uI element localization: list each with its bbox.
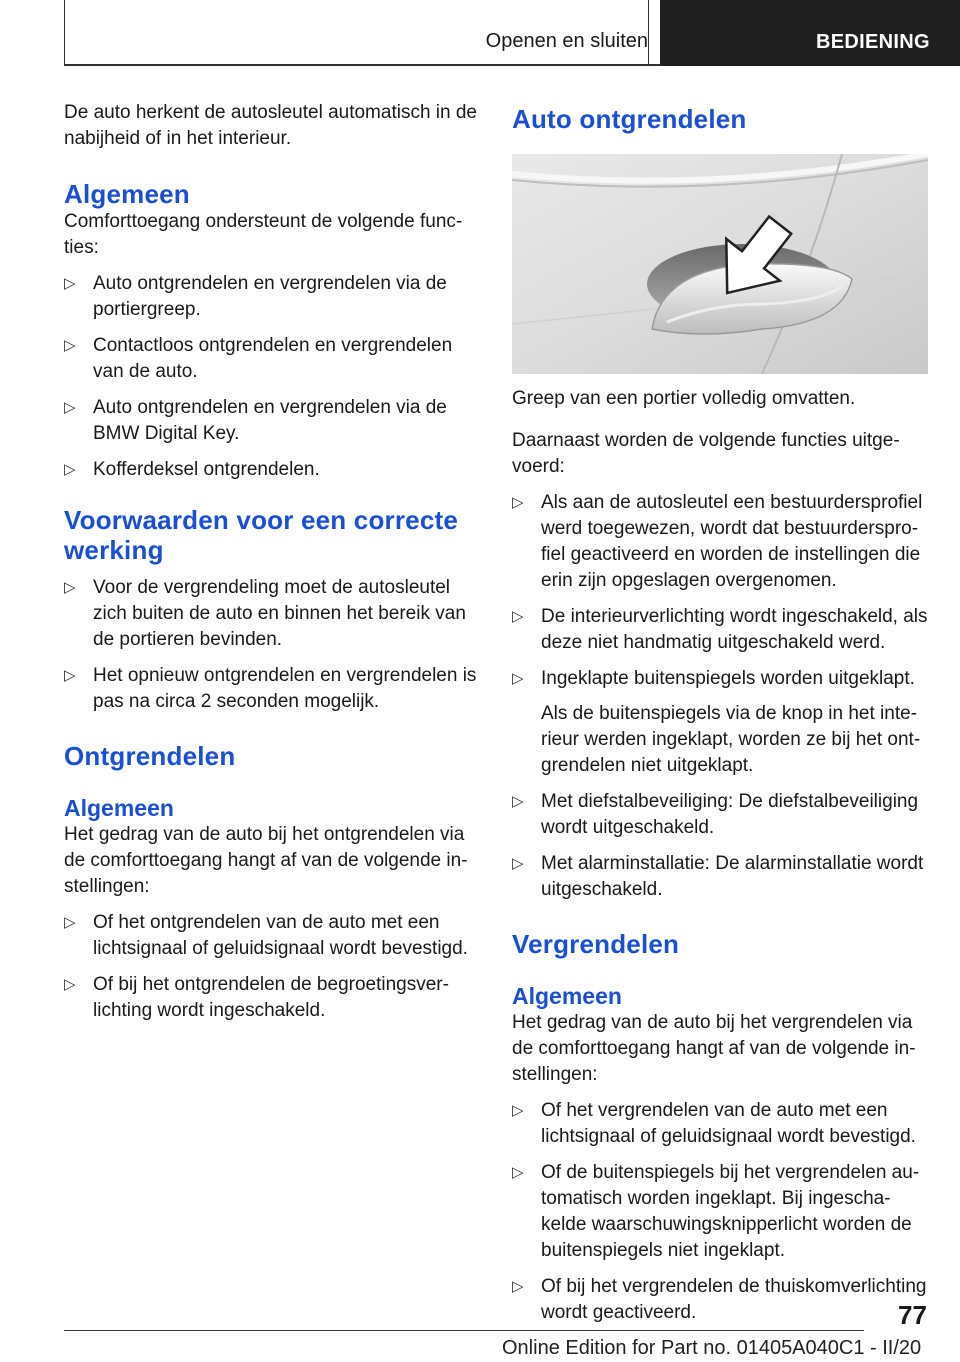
heading-voorwaarden: Voorwaarden voor een correcte werking [64,505,459,565]
triangle-bullet-icon: ▷ [512,494,524,511]
list-item: ▷ Of het vergrendelen van de auto met een lichtsignaal of geluidsignaal wordt bevestigd. [512,1100,916,1147]
triangle-bullet-icon: ▷ [64,579,76,596]
triangle-bullet-icon: ▷ [512,670,524,687]
ontgrendelen-text: Het gedrag van de auto bij het ontgrendelen via de comforttoegang hangt af van de volgende instellingen: [64,824,468,897]
triangle-bullet-icon: ▷ [64,461,76,478]
left-column [64,100,480,1024]
header-left-rule [64,0,65,66]
page-header [0,0,960,66]
triangle-bullet-icon: ▷ [512,1278,524,1295]
list-item: ▷ Of de buitenspiegels bij het vergrendelen automatisch worden ingeklapt. Bij ingeschakelde waarschuwingsknipperlicht worden de buitenspiegels niet ingeklapt. [512,1162,920,1261]
list-item: ▷ Of bij het ontgrendelen de begroetingsverlichting wordt ingeschakeld. [64,974,449,1021]
list-item: ▷ De interieurverlichting wordt ingeschakeld, als deze niet handmatig uitgeschakeld werd. [512,606,928,653]
header-chapter-tab [660,0,960,66]
door-handle-illustration [512,154,928,374]
list-item: ▷ Ingeklapte buitenspiegels worden uitgeklapt. Als de buitenspiegels via de knop in het interieur werden ingeklapt, worden ze bij het ontgrendelen niet uitgeklapt. [512,666,928,779]
heading-ontgrendelen: Ontgrendelen [64,741,236,771]
ontgrendelen-list [64,910,480,1024]
heading-auto-ontgrendelen: Auto ontgrendelen [512,104,747,134]
list-item: ▷ Kofferdeksel ontgrendelen. [64,457,480,483]
list-item: ▷ Met alarminstallatie: De alarminstallatie wordt uitgeschakeld. [512,853,924,900]
list-item: ▷ Voor de vergrendeling moet de autosleutel zich buiten de auto en binnen het bereik van de portieren bevinden. [64,577,466,650]
list-item: ▷ Als aan de autosleutel een bestuurdersprofiel werd toegewezen, wordt dat bestuurdersprofiel geactiveerd en worden de instellingen die erin zijn opgeslagen overgenomen. [512,492,923,591]
subheading-algemeen-vergrendelen: Algemeen [512,983,622,1009]
triangle-bullet-icon: ▷ [512,1164,524,1181]
vergrendelen-text: Het gedrag van de auto bij het vergrendelen via de comforttoegang hangt af van de volgende instellingen: [512,1012,916,1085]
voorwaarden-list [64,575,480,715]
triangle-bullet-icon: ▷ [64,337,76,354]
triangle-bullet-icon: ▷ [64,275,76,292]
header-chapter-label: BEDIENING [816,31,930,53]
functies-list [512,490,928,903]
list-item-continuation: Als de buitenspiegels via de knop in het interieur werden ingeklapt, worden ze bij het ontgrendelen niet uitgeklapt. [541,703,921,776]
list-item: ▷ Het opnieuw ontgrendelen en vergrendelen is pas na circa 2 seconden mogelijk. [64,665,477,712]
intro-paragraph: De auto herkent de autosleutel automatisch in de nabijheid of in het interieur. [64,102,477,149]
list-item: ▷ Of het ontgrendelen van de auto met een lichtsignaal of geluidsignaal wordt bevestigd. [64,912,468,959]
triangle-bullet-icon: ▷ [64,914,76,931]
header-separator [648,0,649,66]
right-column [512,100,928,1326]
triangle-bullet-icon: ▷ [512,608,524,625]
figure-caption: Greep van een portier volledig omvatten. [512,388,856,409]
list-item: ▷ Contactloos ontgrendelen en vergrendelen van de auto. [64,335,453,382]
triangle-bullet-icon: ▷ [512,793,524,810]
list-item: ▷ Of bij het vergrendelen de thuiskomverlichting wordt geactiveerd. [512,1276,927,1323]
header-section-title: Openen en sluiten [485,30,648,52]
triangle-bullet-icon: ▷ [64,976,76,993]
algemeen-text: Comforttoegang ondersteunt de volgende functies: [64,211,463,258]
triangle-bullet-icon: ▷ [64,399,76,416]
vergrendelen-list [512,1098,928,1326]
footer-edition-text: Online Edition for Part no. 01405A040C1 - II/20 [502,1337,922,1359]
triangle-bullet-icon: ▷ [64,667,76,684]
triangle-bullet-icon: ▷ [512,855,524,872]
heading-algemeen: Algemeen [64,179,190,209]
footer-rule [64,1330,864,1331]
list-item: ▷ Auto ontgrendelen en vergrendelen via de portiergreep. [64,273,447,320]
heading-vergrendelen: Vergrendelen [512,929,680,959]
list-item: ▷ Auto ontgrendelen en vergrendelen via de BMW Digital Key. [64,397,447,444]
triangle-bullet-icon: ▷ [512,1102,524,1119]
door-handle-image [512,154,928,374]
functies-text: Daarnaast worden de volgende functies uitgevoerd: [512,430,900,477]
page-number: 77 [898,1300,927,1330]
subheading-algemeen: Algemeen [64,795,174,821]
header-bottom-rule [64,64,660,66]
algemeen-list [64,271,480,483]
list-item: ▷ Met diefstalbeveiliging: De diefstalbeveiliging wordt uitgeschakeld. [512,791,919,838]
